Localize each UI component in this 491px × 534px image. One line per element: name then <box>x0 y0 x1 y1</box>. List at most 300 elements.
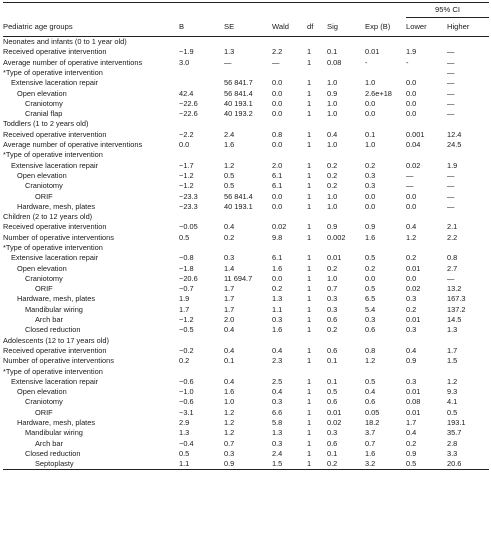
row-label: Open elevation <box>17 263 67 273</box>
cell-lower: 0.0 <box>406 98 417 108</box>
row-label: Arch bar <box>35 438 63 448</box>
table-row <box>3 202 489 212</box>
cell-b: 0.0 <box>179 140 190 150</box>
cell-lower: 0.9 <box>406 356 417 366</box>
table-row <box>3 439 489 449</box>
cell-wald: 0.0 <box>272 78 283 88</box>
cell-sig: 0.6 <box>327 315 338 325</box>
cell-sig: 0.3 <box>327 428 338 438</box>
cell-b <box>179 78 224 88</box>
cell-b: −3.1 <box>179 407 194 417</box>
cell-se <box>224 119 272 129</box>
cell-exp: 0.6 <box>365 325 376 335</box>
header-exp: Exp (B) <box>365 18 406 37</box>
row-label: Open elevation <box>17 170 67 180</box>
cell-wald: 1.3 <box>272 294 283 304</box>
cell-lower: 0.4 <box>406 428 417 438</box>
cell-higher <box>447 336 489 346</box>
cell-higher: 9.3 <box>447 387 458 397</box>
cell-b: 0.5 <box>179 232 190 242</box>
cell-lower: 0.01 <box>406 315 421 325</box>
cell-higher: — <box>447 88 455 98</box>
cell-lower: 0.01 <box>406 407 421 417</box>
row-label: Open elevation <box>17 387 67 397</box>
cell-sig: 0.1 <box>327 47 338 57</box>
row-label: Average number of operative interventions <box>3 140 143 150</box>
table-row <box>3 109 489 119</box>
cell-se: 1.2 <box>224 407 235 417</box>
cell-lower: 0.01 <box>406 387 421 397</box>
cell-se: 0.5 <box>224 181 235 191</box>
table-row <box>3 284 489 294</box>
table-row <box>3 459 489 470</box>
cell-df: 1 <box>307 47 312 57</box>
cell-se: 11 694.7 <box>224 273 253 283</box>
header-ci: 95% CI <box>406 3 489 18</box>
cell-se: 0.4 <box>224 222 235 232</box>
cell-lower: 0.3 <box>406 325 417 335</box>
cell-higher: 4.1 <box>447 397 458 407</box>
cell-sig: 0.9 <box>327 88 338 98</box>
cell-higher: 14.5 <box>447 315 462 325</box>
cell-higher: — <box>447 181 455 191</box>
cell-df: 1 <box>307 201 312 211</box>
cell-b: −23.3 <box>179 191 198 201</box>
cell-exp: - <box>365 57 368 67</box>
cell-exp: 0.7 <box>365 438 376 448</box>
cell-exp <box>365 150 406 160</box>
cell-sig <box>327 243 365 253</box>
cell-b: −0.2 <box>179 345 194 355</box>
table-row <box>3 449 489 459</box>
cell-wald: 0.0 <box>272 88 283 98</box>
cell-se: 1.2 <box>224 428 235 438</box>
row-label: Craniotomy <box>25 98 63 108</box>
header-lower: Lower <box>406 18 447 37</box>
cell-b: −0.7 <box>179 284 194 294</box>
cell-se <box>224 150 272 160</box>
header-spacer <box>307 3 327 18</box>
cell-exp: 2.6e+18 <box>365 88 392 98</box>
cell-sig: 0.6 <box>327 438 338 448</box>
row-label: ORIF <box>35 407 53 417</box>
row-label: Average number of operative interventions <box>3 57 143 67</box>
cell-b: −1.8 <box>179 263 194 273</box>
cell-se: 0.7 <box>224 438 235 448</box>
cell-df: 1 <box>307 57 312 67</box>
cell-df: 1 <box>307 438 312 448</box>
cell-sig <box>327 150 365 160</box>
cell-wald <box>272 367 307 377</box>
cell-higher: 1.5 <box>447 356 458 366</box>
cell-lower: 0.0 <box>406 191 417 201</box>
cell-lower: 0.4 <box>406 222 417 232</box>
cell-higher: 0.8 <box>447 253 458 263</box>
cell-exp: 18.2 <box>365 418 380 428</box>
cell-lower: 0.0 <box>406 201 417 211</box>
table-row <box>3 222 489 232</box>
cell-exp: 0.4 <box>365 387 376 397</box>
cell-lower: - <box>406 57 409 67</box>
cell-b: 42.4 <box>179 88 194 98</box>
table-row <box>3 161 489 171</box>
row-label: Cranial flap <box>25 109 63 119</box>
header-se: SE <box>224 18 272 37</box>
cell-sig: 0.7 <box>327 284 338 294</box>
header-spacer <box>3 3 179 18</box>
row-label: Adolescents (12 to 17 years old) <box>3 335 109 345</box>
cell-lower: 0.2 <box>406 438 417 448</box>
cell-sig: 0.2 <box>327 181 338 191</box>
cell-b: 2.9 <box>179 418 190 428</box>
cell-lower: 0.2 <box>406 304 417 314</box>
cell-b: 1.7 <box>179 304 190 314</box>
row-label: Septoplasty <box>3 459 179 470</box>
cell-df <box>307 37 327 48</box>
cell-se <box>224 68 272 78</box>
table-row <box>3 325 489 335</box>
cell-sig <box>327 37 365 48</box>
cell-wald: 0.2 <box>272 284 283 294</box>
row-label: Craniotomy <box>25 397 63 407</box>
cell-b: −1.9 <box>179 47 194 57</box>
cell-df <box>307 68 327 78</box>
cell-se: 56 841.4 <box>224 88 253 98</box>
cell-exp <box>365 212 406 222</box>
row-label: ORIF <box>35 284 53 294</box>
row-label: Extensive laceration repair <box>11 253 99 263</box>
cell-wald: 0.0 <box>272 140 283 150</box>
header-spacer <box>179 3 224 18</box>
cell-higher: 1.9 <box>447 160 458 170</box>
table-row <box>3 37 489 48</box>
cell-exp: 0.5 <box>365 253 376 263</box>
table-row <box>3 315 489 325</box>
cell-lower: — <box>406 181 414 191</box>
table-row <box>3 68 489 78</box>
cell-higher <box>447 150 489 160</box>
cell-se: 1.4 <box>224 263 235 273</box>
cell-wald: 6.1 <box>272 181 283 191</box>
cell-df <box>307 367 327 377</box>
cell-se <box>224 367 272 377</box>
cell-lower: 0.001 <box>406 129 425 139</box>
row-label: Extensive laceration repair <box>11 160 99 170</box>
cell-b <box>179 150 224 160</box>
cell-exp: 0.05 <box>365 407 380 417</box>
table-row <box>3 233 489 243</box>
cell-df: 1 <box>307 222 312 232</box>
cell-b: −2.2 <box>179 129 194 139</box>
cell-df: 1 <box>307 315 312 325</box>
cell-df: 1 <box>307 88 312 98</box>
row-label: Mandibular wiring <box>25 428 83 438</box>
cell-higher: 2.8 <box>447 438 458 448</box>
cell-sig: 0.2 <box>327 325 338 335</box>
table-row <box>3 171 489 181</box>
cell-exp: 5.4 <box>365 304 376 314</box>
row-label: Arch bar <box>35 315 63 325</box>
cell-se <box>224 243 272 253</box>
row-label: Open elevation <box>17 88 67 98</box>
cell-sig: 0.6 <box>327 397 338 407</box>
cell-exp: 0.0 <box>365 191 376 201</box>
cell-lower: 1.9 <box>406 47 417 57</box>
cell-lower <box>406 336 447 346</box>
cell-sig: 0.2 <box>327 263 338 273</box>
cell-se: 0.1 <box>224 356 235 366</box>
cell-higher: — <box>447 67 455 77</box>
row-label: Craniotomy <box>25 181 63 191</box>
table-row <box>3 418 489 428</box>
cell-higher: 35.7 <box>447 428 462 438</box>
cell-b: −0.6 <box>179 376 194 386</box>
cell-exp: 3.7 <box>365 428 376 438</box>
header-b: B <box>179 18 224 37</box>
cell-b <box>179 367 224 377</box>
cell-exp: 0.1 <box>365 129 376 139</box>
table-row <box>3 243 489 253</box>
cell-b: 1.9 <box>179 294 190 304</box>
cell-df: 1 <box>307 376 312 386</box>
cell-se: 40 193.1 <box>224 201 253 211</box>
cell-exp: 6.5 <box>365 294 376 304</box>
cell-exp: 0.2 <box>365 263 376 273</box>
cell-sig: 1.0 <box>327 201 338 211</box>
cell-higher: — <box>447 201 455 211</box>
cell-exp <box>365 367 406 377</box>
cell-exp: 0.2 <box>365 160 376 170</box>
cell-wald: 5.8 <box>272 418 283 428</box>
cell-higher: — <box>447 98 455 108</box>
cell-se: 56 841.4 <box>224 191 253 201</box>
cell-lower: 0.0 <box>406 78 417 88</box>
table-row <box>3 428 489 438</box>
cell-sig: 0.08 <box>327 57 342 67</box>
row-label: *Type of operative intervention <box>3 366 103 376</box>
table-row <box>3 88 489 98</box>
table-row <box>3 47 489 57</box>
cell-lower: 0.04 <box>406 140 421 150</box>
cell-b: −1.0 <box>179 387 194 397</box>
cell-se: 1.3 <box>224 47 235 57</box>
row-label: Neonates and infants (0 to 1 year old) <box>3 37 127 47</box>
cell-se: 0.4 <box>224 345 235 355</box>
row-label: Toddlers (1 to 2 years old) <box>3 119 89 129</box>
cell-lower: 0.02 <box>406 160 421 170</box>
cell-se <box>224 37 272 48</box>
cell-b: 0.5 <box>179 448 190 458</box>
cell-exp: 0.0 <box>365 201 376 211</box>
row-label: ORIF <box>35 191 53 201</box>
cell-exp: 1.6 <box>365 448 376 458</box>
header-sig: Sig <box>327 18 365 37</box>
row-label: Hardware, mesh, plates <box>17 418 96 428</box>
cell-wald: 6.1 <box>272 170 283 180</box>
table-row <box>3 253 489 263</box>
table-row <box>3 387 489 397</box>
cell-sig: 0.2 <box>327 170 338 180</box>
cell-wald <box>272 119 307 129</box>
cell-b: 1.3 <box>179 428 190 438</box>
cell-b: 3.0 <box>179 57 190 67</box>
cell-df: 1 <box>307 397 312 407</box>
cell-exp <box>365 37 406 48</box>
table-row <box>3 346 489 356</box>
cell-b: 1.1 <box>179 459 224 470</box>
cell-exp: 3.2 <box>365 459 406 470</box>
cell-b <box>179 212 224 222</box>
cell-wald: 0.4 <box>272 345 283 355</box>
cell-exp: 0.8 <box>365 345 376 355</box>
cell-b: −23.3 <box>179 201 198 211</box>
cell-b: −1.7 <box>179 160 194 170</box>
cell-sig: 0.1 <box>327 356 338 366</box>
cell-b <box>179 37 224 48</box>
row-label: Hardware, mesh, plates <box>17 294 96 304</box>
row-label: Number of operative interventions <box>3 232 114 242</box>
cell-sig: 1.0 <box>327 78 338 88</box>
cell-sig: 0.5 <box>327 387 338 397</box>
cell-higher: 3.3 <box>447 448 458 458</box>
regression-table <box>3 2 489 470</box>
cell-higher: 1.2 <box>447 376 458 386</box>
cell-wald: 0.0 <box>272 201 283 211</box>
cell-df: 1 <box>307 129 312 139</box>
row-label: *Type of operative intervention <box>3 67 103 77</box>
cell-se: 0.3 <box>224 448 235 458</box>
cell-df <box>307 243 327 253</box>
header-df: df <box>307 18 327 37</box>
cell-exp: 0.01 <box>365 47 380 57</box>
cell-exp: 0.3 <box>365 181 376 191</box>
cell-sig: 0.3 <box>327 294 338 304</box>
cell-wald: 1.6 <box>272 325 283 335</box>
cell-sig: 1.0 <box>327 98 338 108</box>
cell-higher: 2.2 <box>447 232 458 242</box>
cell-se: 2.4 <box>224 129 235 139</box>
cell-df: 1 <box>307 428 312 438</box>
cell-se: 1.7 <box>224 294 235 304</box>
cell-df: 1 <box>307 304 312 314</box>
table-row <box>3 99 489 109</box>
cell-exp: 0.0 <box>365 98 376 108</box>
table-row <box>3 140 489 150</box>
cell-sig: 0.3 <box>327 304 338 314</box>
row-label: Closed reduction <box>25 448 81 458</box>
cell-wald: 1.3 <box>272 428 283 438</box>
cell-higher: 2.7 <box>447 263 458 273</box>
table-row <box>3 356 489 366</box>
cell-lower: 0.9 <box>406 448 417 458</box>
table-row <box>3 377 489 387</box>
cell-df <box>307 150 327 160</box>
cell-b: −1.2 <box>179 315 194 325</box>
cell-b <box>179 243 224 253</box>
row-label: Received operative intervention <box>3 47 107 57</box>
cell-b: −1.2 <box>179 181 194 191</box>
cell-df: 1 <box>307 325 312 335</box>
cell-sig <box>327 212 365 222</box>
cell-b: 0.2 <box>179 356 190 366</box>
cell-lower: 0.0 <box>406 88 417 98</box>
table-row <box>3 336 489 346</box>
cell-se: 1.7 <box>224 304 235 314</box>
cell-exp: 0.0 <box>365 109 376 119</box>
cell-exp <box>365 336 406 346</box>
table-row <box>3 305 489 315</box>
cell-lower: 0.0 <box>406 109 417 119</box>
table-row <box>3 130 489 140</box>
cell-lower: 0.3 <box>406 294 417 304</box>
cell-b: −20.6 <box>179 273 198 283</box>
cell-b: −0.5 <box>179 325 194 335</box>
header-spacer <box>365 3 406 18</box>
cell-sig: 0.02 <box>327 418 342 428</box>
row-label: Children (2 to 12 years old) <box>3 212 93 222</box>
row-label: *Type of operative intervention <box>3 242 103 252</box>
header-spacer <box>224 3 272 18</box>
row-label: Hardware, mesh, plates <box>17 201 96 211</box>
cell-wald: 0.02 <box>272 222 287 232</box>
cell-df: 1 <box>307 407 312 417</box>
cell-df <box>307 119 327 129</box>
cell-lower <box>406 243 447 253</box>
cell-exp: 1.2 <box>365 356 376 366</box>
cell-wald: 0.3 <box>272 438 283 448</box>
header-higher: Higher <box>447 18 489 37</box>
cell-df: 1 <box>307 160 312 170</box>
cell-lower <box>406 367 447 377</box>
table-row <box>3 78 489 88</box>
cell-lower: 0.4 <box>406 345 417 355</box>
cell-df: 1 <box>307 170 312 180</box>
cell-higher: 2.1 <box>447 222 458 232</box>
cell-higher: — <box>447 57 455 67</box>
cell-df: 1 <box>307 284 312 294</box>
cell-wald <box>272 212 307 222</box>
cell-wald <box>272 37 307 48</box>
table-row <box>3 367 489 377</box>
cell-se: — <box>224 57 232 67</box>
cell-se: 1.2 <box>224 160 235 170</box>
row-label: Extensive laceration repair <box>11 376 99 386</box>
cell-higher <box>447 367 489 377</box>
cell-wald: 1.5 <box>272 459 307 470</box>
cell-df: 1 <box>307 78 312 88</box>
cell-df: 1 <box>307 356 312 366</box>
cell-higher: 0.5 <box>447 407 458 417</box>
table-row <box>3 58 489 68</box>
table-body <box>3 37 489 470</box>
cell-sig <box>327 336 365 346</box>
cell-lower: 0.0 <box>406 273 417 283</box>
cell-se: 0.5 <box>224 170 235 180</box>
row-label: Received operative intervention <box>3 129 107 139</box>
cell-lower <box>406 68 447 78</box>
cell-lower: 0.3 <box>406 376 417 386</box>
table-row <box>3 408 489 418</box>
cell-lower: 0.5 <box>406 459 447 470</box>
cell-se: 40 193.1 <box>224 98 253 108</box>
cell-higher: 13.2 <box>447 284 462 294</box>
header-spacer <box>272 3 307 18</box>
cell-lower: 0.08 <box>406 397 421 407</box>
cell-lower <box>406 150 447 160</box>
cell-sig: 0.1 <box>327 376 338 386</box>
cell-lower <box>406 37 447 48</box>
cell-exp: 1.6 <box>365 232 376 242</box>
